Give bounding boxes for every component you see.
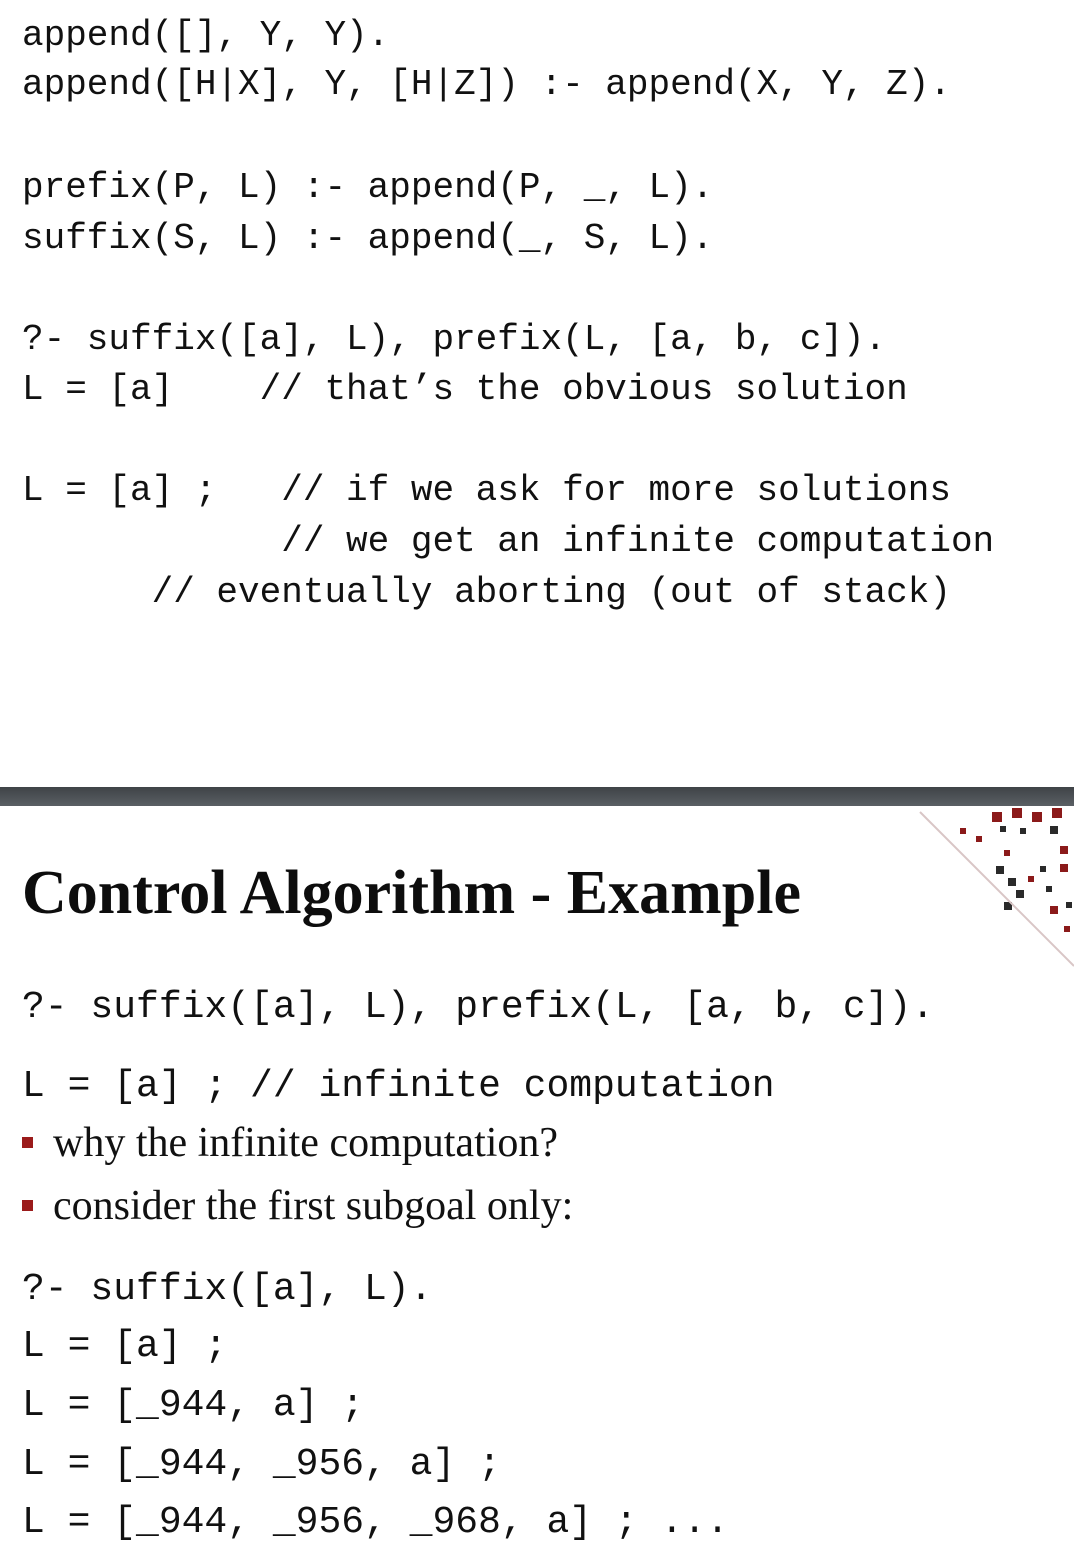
bullet-item (22, 1122, 558, 1164)
bullet-text: why the infinite computation? (53, 1120, 559, 1166)
slide-separator (0, 787, 1074, 806)
slide-title: Control Algorithm - Example (22, 859, 801, 927)
code-line: ?- suffix([a], L), prefix(L, [a, b, c]). (22, 319, 887, 360)
code-line: prefix(P, L) :- append(P, _, L). (22, 167, 714, 208)
embroidery-pattern-icon (900, 806, 1074, 976)
result-line: L = [a] ; // infinite computation (22, 1065, 775, 1108)
bullet-marker-icon (22, 1200, 33, 1211)
result-line: L = [_944, a] ; (22, 1384, 365, 1427)
code-line: append([H|X], Y, [H|Z]) :- append(X, Y, Z). (22, 64, 951, 105)
query-line: ?- suffix([a], L). (22, 1268, 433, 1311)
result-line: L = [_944, _956, _968, a] ; ... (22, 1501, 729, 1544)
result-line: L = [_944, _956, a] ; (22, 1443, 501, 1486)
code-line: // eventually aborting (out of stack) (22, 572, 951, 613)
code-line: L = [a] ; // if we ask for more solutions (22, 470, 951, 511)
result-line: L = [a] ; (22, 1325, 228, 1368)
query-line: ?- suffix([a], L), prefix(L, [a, b, c]). (22, 986, 935, 1029)
code-line: append([], Y, Y). (22, 15, 390, 56)
bullet-text: consider the first subgoal only: (53, 1183, 574, 1229)
code-line: suffix(S, L) :- append(_, S, L). (22, 218, 714, 259)
bullet-marker-icon (22, 1137, 33, 1148)
code-line: // we get an infinite computation (22, 521, 995, 562)
bullet-item (22, 1185, 573, 1227)
code-line: L = [a] // that’s the obvious solution (22, 369, 908, 410)
